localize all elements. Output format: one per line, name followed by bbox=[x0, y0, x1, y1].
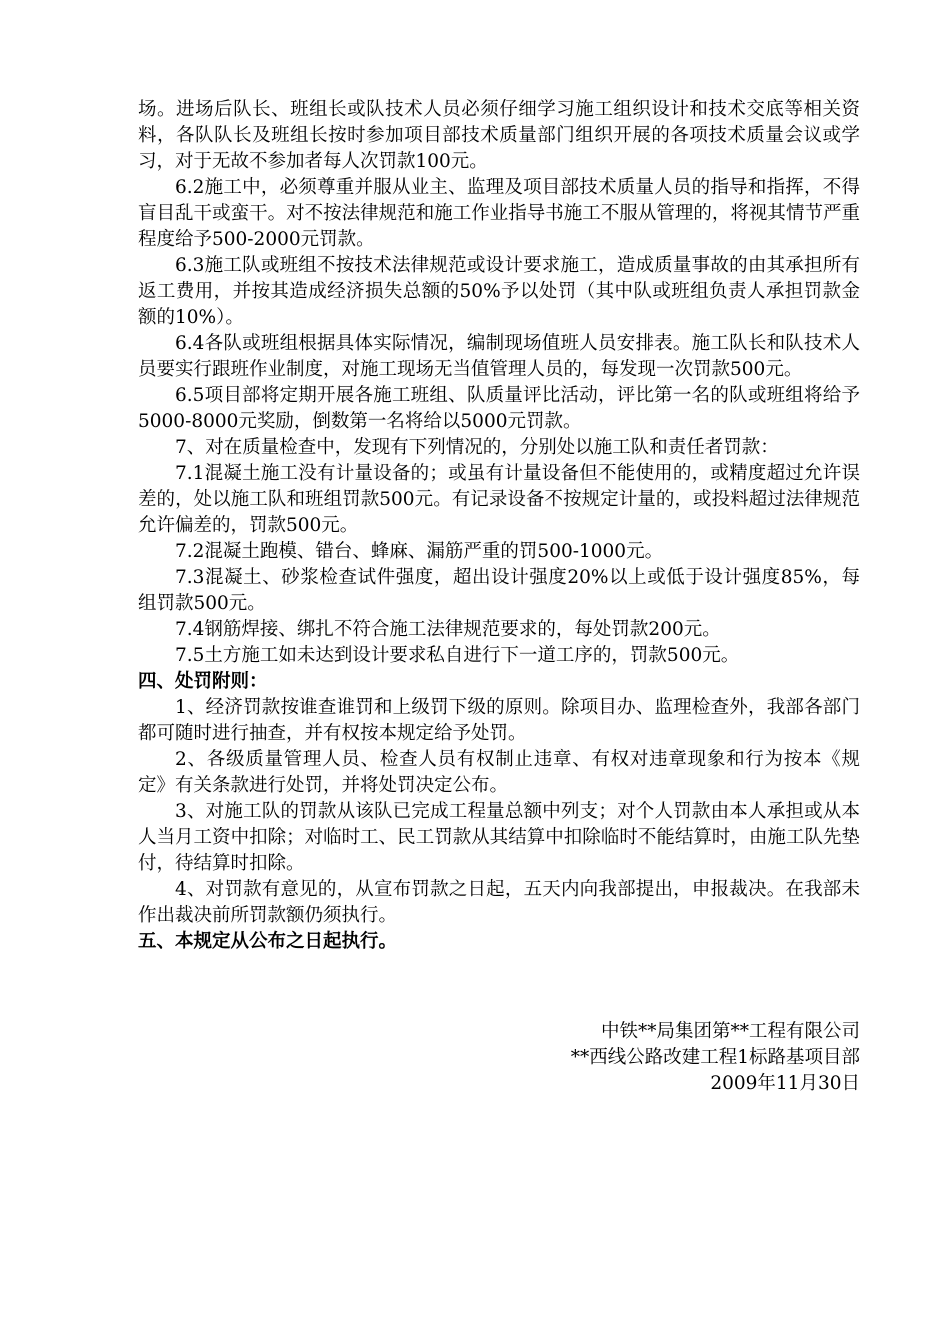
section-4-item-4: 4、对罚款有意见的，从宣布罚款之日起，五天内向我部提出，申报裁决。在我部未作出裁决前所罚款额仍须执行。 bbox=[138, 879, 860, 926]
paragraph-7-3: 7.3混凝土、砂浆检查试件强度，超出设计强度20%以上或低于设计强度85%，每组罚款500元。 bbox=[138, 567, 860, 614]
signature-department: **西线公路改建工程1标路基项目部 bbox=[570, 1047, 860, 1068]
section-4-heading: 四、处罚附则： bbox=[138, 671, 268, 692]
paragraph-7-4: 7.4钢筋焊接、绑扎不符合施工法律规范要求的，每处罚款200元。 bbox=[175, 619, 721, 640]
paragraph-7-5: 7.5土方施工如未达到设计要求私自进行下一道工序的，罚款500元。 bbox=[175, 645, 740, 666]
signature-block bbox=[138, 1019, 860, 1097]
section-4-item-1: 1、经济罚款按谁查谁罚和上级罚下级的原则。除项目办、监理检查外，我部各部门都可随时进行抽查，并有权按本规定给予处罚。 bbox=[138, 697, 860, 744]
paragraph-6-3: 6.3施工队或班组不按技术法律规范或设计要求施工，造成质量事故的由其承担所有返工费用，并按其造成经济损失总额的50%予以处罚（其中队或班组负责人承担罚款金额的10%）。 bbox=[138, 255, 860, 328]
signature-company: 中铁**局集团第**工程有限公司 bbox=[600, 1021, 860, 1042]
section-4-item-3: 3、对施工队的罚款从该队已完成工程量总额中列支；对个人罚款由本人承担或从本人当月工资中扣除；对临时工、民工罚款从其结算中扣除临时不能结算时，由施工队先垫付，待结算时扣除。 bbox=[138, 801, 860, 874]
paragraph-6-4: 6.4各队或班组根据具体实际情况，编制现场值班人员安排表。施工队长和队技术人员要实行跟班作业制度，对施工现场无当值管理人员的，每发现一次罚款500元。 bbox=[138, 333, 860, 380]
section-4-item-2: 2、各级质量管理人员、检查人员有权制止违章、有权对违章现象和行为按本《规定》有关条款进行处罚，并将处罚决定公布。 bbox=[138, 749, 860, 796]
paragraph-6-5: 6.5项目部将定期开展各施工班组、队质量评比活动，评比第一名的队或班组将给予5000-8000元奖励，倒数第一名将给以5000元罚款。 bbox=[138, 385, 860, 432]
paragraph-7-1: 7.1混凝土施工没有计量设备的；或虽有计量设备但不能使用的，或精度超过允许误差的，处以施工队和班组罚款500元。有记录设备不按规定计量的，或投料超过法律规范允许偏差的，罚款500元。 bbox=[138, 463, 860, 536]
paragraph-continuation: 场。进场后队长、班组长或队技术人员必须仔细学习施工组织设计和技术交底等相关资料，各队队长及班组长按时参加项目部技术质量部门组织开展的各项技术质量会议或学习，对于无故不参加者每人次罚款100元。 bbox=[138, 99, 860, 172]
paragraph-7: 7、对在质量检查中，发现有下列情况的，分别处以施工队和责任者罚款： bbox=[175, 437, 779, 458]
section-5-heading: 五、本规定从公布之日起执行。 bbox=[138, 931, 398, 952]
paragraph-6-2: 6.2施工中，必须尊重并服从业主、监理及项目部技术质量人员的指导和指挥，不得盲目乱干或蛮干。对不按法律规范和施工作业指导书施工不服从管理的，将视其情节严重程度给予500-2000元罚款。 bbox=[138, 177, 860, 250]
paragraph-7-2: 7.2混凝土跑模、错台、蜂麻、漏筋严重的罚500-1000元。 bbox=[175, 541, 664, 562]
signature-date: 2009年11月30日 bbox=[710, 1073, 860, 1094]
document-body bbox=[138, 97, 860, 955]
